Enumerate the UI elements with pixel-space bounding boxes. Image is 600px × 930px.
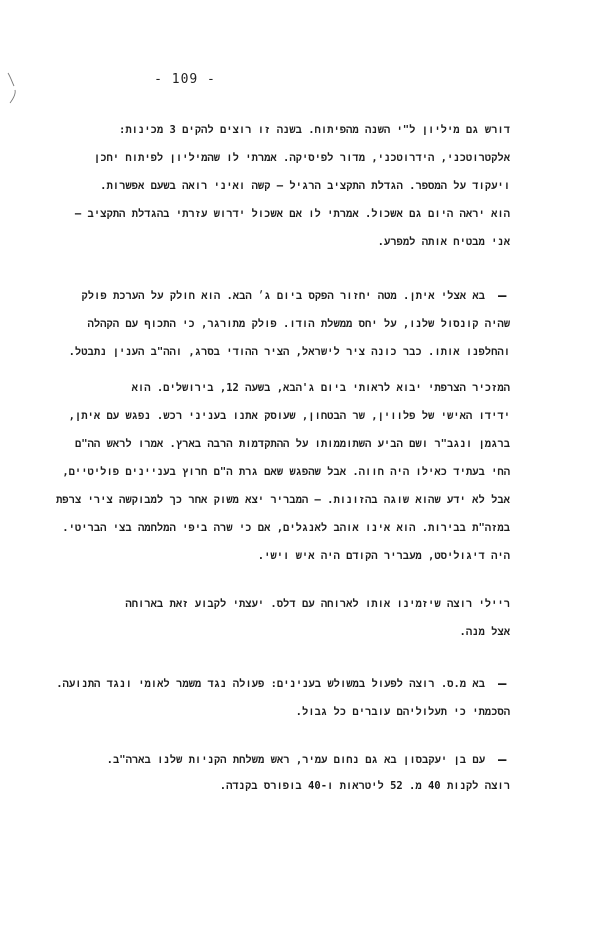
- page-number: - 109 -: [154, 72, 216, 87]
- text-line: ריילי רוצה שיזמינו אותו לארוחה עם דלס. יעצתי לקבוע זאת בארוחה: [125, 598, 510, 610]
- text-line: ברגמן ונגב"ר ושם הביע השתוממותו על ההתקדמות הרבה בארץ. אמרו לראש הה"ם: [74, 438, 510, 450]
- text-line: ידידו האישי של פלווין, שר הבטחון, שעוסק אתנו בעניני רכש. נפגש עם איתן,: [68, 410, 510, 422]
- text-line: ויעקוד על המספר. הגדלת התקציב הרגיל – קשה ואיני רואה בשעם אפשרות.: [100, 180, 510, 192]
- text-line: המזכיר הצרפתי יבוא לראותי ביום ג'הבא, בשעה 12, בירושלים. הוא: [131, 382, 510, 394]
- text-line: הסכמתי כי תעלוליהם עוברים כל גבול.: [295, 706, 510, 718]
- paragraph-dash: –: [498, 752, 507, 768]
- text-line: דורש גם מיליון ל"י השנה מהפיתוח. בשנה זו רוצים להקים 3 מכינות:: [119, 124, 510, 136]
- paragraph-dash: –: [498, 288, 507, 304]
- text-line: והחלפנו אותו. כבר כונה ציר לישראל, הציר ההודי בסרג, והה"ב הענין נתבטל.: [68, 346, 510, 358]
- text-line: אבל לא ידע שהוא שוגה בהזונות. – המבריר יצא משוק אחר כך למבוקשה צירי צרפת: [55, 494, 510, 506]
- text-line: בא מ.ס. רוצה לפעול במשולש בענינים: פעולה נגד משמר לאומי ונגד התנועה.: [56, 678, 485, 690]
- text-line: אלקטרוטכני, הידרוטכני, מדור לפיסיקה. אמרתי לו שהמיליון לפיתוח יחכן: [93, 152, 510, 164]
- text-line: עם בן יעקבסון בא גם נחום עמיר, ראש משלחת הקניות שלנו בארה"ב.: [106, 754, 485, 766]
- text-line: אצל מנה.: [459, 626, 510, 638]
- text-line: רוצה לקנות 40 מ. 52 ליטראות ו-40 בופורס בקנדה.: [219, 780, 510, 792]
- text-line: היה דיגוליסט, מעבריר הקודם היה איש וישי.: [257, 550, 510, 562]
- paragraph-dash: –: [498, 676, 507, 692]
- text-line: במזה"ת בבירות. הוא אינו אוהב לאנגלים, אם כי שרה ביפי המלחמה בצי הבריטי.: [62, 522, 510, 534]
- text-line: אני מבטיח אותה למפרע.: [377, 236, 510, 248]
- text-line: החי בעתיד כאילו היה חווה. אבל שהפגש שאם גרת ה"ם חרוץ בעניינים פוליטיים,: [62, 466, 510, 478]
- text-line: הוא יראה היום גם אשכול. אמרתי לו אם אשכול ידרוש עזרתי בהגדלת התקציב –: [74, 208, 510, 220]
- text-line: שהיה קונסול שלנו, על יחס ממשלת הודו. פולק מתורגר, כי התכוף עם הקהלה: [87, 318, 510, 330]
- text-line: בא אצלי איתן. מטה יחזור הפקס ביום ג׳ הבא. הוא חולק על הערכת פולק: [81, 290, 485, 302]
